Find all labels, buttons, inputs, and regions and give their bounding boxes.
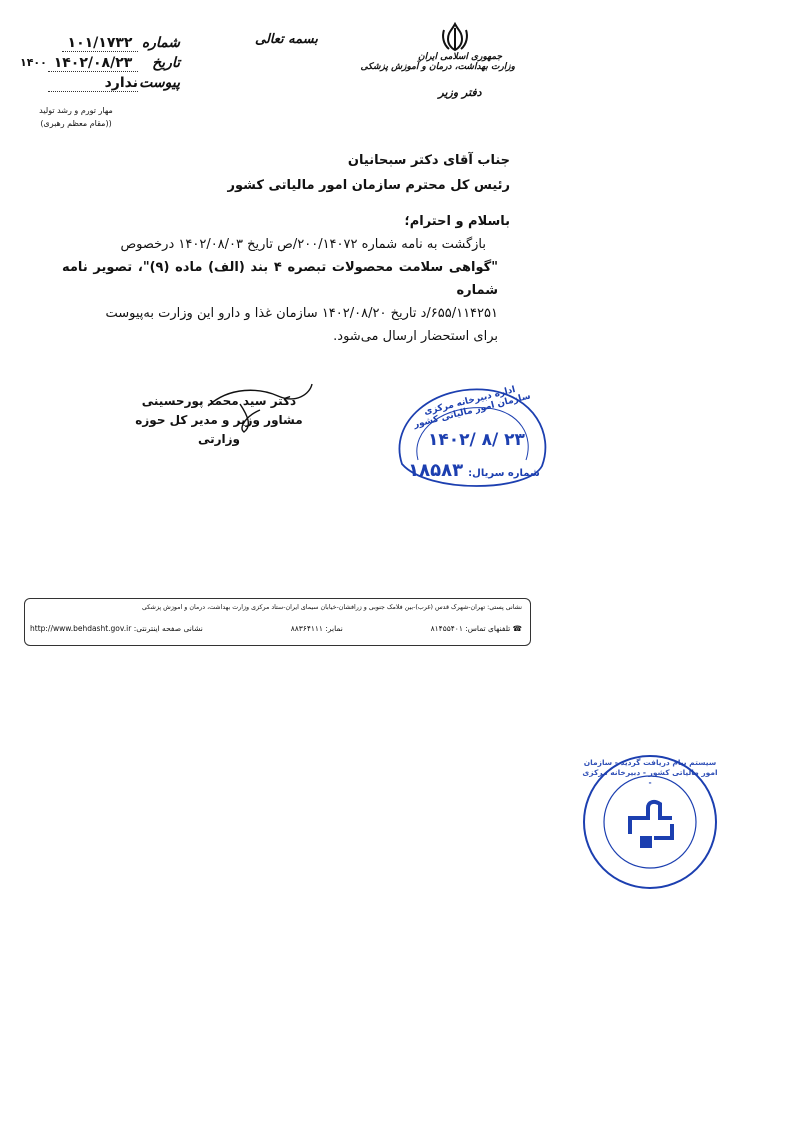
org-line1: جمهوری اسلامی ایران	[417, 52, 503, 62]
slogan	[30, 104, 122, 130]
footer-web-label: نشانی صفحه اینترنتی:	[133, 624, 203, 633]
stamp1-serial-label: شماره سریال:	[468, 468, 540, 479]
org-block	[360, 52, 515, 99]
org-line2: وزارت بهداشت، درمان و آموزش پزشکی	[360, 62, 515, 72]
tax-logo-icon	[630, 802, 672, 846]
stamp2-ring-text: سیستم پیام دریافت گردید - سازمان امور مالیاتی کشور - دبیرخانه مرکزی -	[582, 758, 718, 787]
footer-contact-row	[30, 624, 522, 633]
slogan-line1: مهار تورم و رشد تولید	[39, 106, 113, 115]
stamp1-serial-row	[408, 460, 540, 481]
receipt-stamp	[388, 382, 548, 494]
footer-box	[24, 598, 531, 646]
signer-title: مشاور وزیر و مدیر کل حوزه وزارتی	[135, 413, 303, 446]
body-line2: "گواهی سلامت محصولات تبصره ۴ بند (الف) ماده (۹)"، تصویر نامه شماره	[62, 260, 498, 298]
recipient-name: جناب آقای دکتر سبحانیان	[347, 153, 510, 168]
footer-fax-label: نمابر:	[325, 624, 343, 633]
iran-emblem-icon	[440, 22, 470, 52]
letter-number: ۱۰۱/۱۷۳۲	[67, 35, 133, 51]
footer-fax: ۸۸۳۶۴۱۱۱	[290, 624, 323, 633]
footer-phone-label: تلفنهای تماس:	[465, 624, 511, 633]
recipient-title: رئیس کل محترم سازمان امور مالیاتی کشور	[227, 178, 510, 193]
footer-web-group	[30, 624, 203, 633]
attachment-label: پیوست	[139, 75, 180, 91]
footer-phone: ۸۱۴۵۵۴۰۱	[430, 624, 463, 633]
year-mark: ۱۴۰۰	[20, 56, 47, 69]
body-line1: بازگشت به نامه شماره ۲۰۰/۱۴۰۷۲/ص تاریخ ۱۴۰۲/۰۸/۰۳ درخصوص	[120, 237, 486, 252]
handwritten-signature	[200, 376, 320, 436]
stamp1-date: ۱۴۰۲/ ۸/ ۲۳	[428, 430, 525, 450]
attachment-value: ندارد	[104, 75, 138, 91]
phone-icon: ☎	[512, 624, 522, 633]
letter-meta	[30, 28, 180, 98]
basmala: بسمه تعالی	[255, 32, 318, 47]
date-label: تاریخ	[152, 55, 180, 71]
body-line4: برای استحضار ارسال می‌شود.	[333, 329, 498, 344]
footer-address: نشانی پستی: تهران-شهرک قدس (غرب)-بین فلامک جنوبی و زرافشان-خیابان سیمای ایران-ستاد مرکزی وزارت بهداشت، درمان و آموزش پزشکی	[141, 604, 522, 611]
stamp1-ring-text: اداره دبیرخانه مرکزی سازمان امور مالیاتی کشور	[412, 384, 532, 431]
stamp1-serial: ۱۸۵۸۳	[408, 460, 464, 481]
signer-name: دکتر سید محمد پورحسینی	[141, 394, 297, 408]
greeting: باسلام و احترام؛	[404, 214, 510, 229]
footer-phone-group	[431, 624, 522, 633]
footer-fax-group	[291, 624, 343, 633]
slogan-line2: ((مقام معظم رهبری)	[40, 119, 112, 128]
letter-body	[62, 233, 498, 348]
number-label: شماره	[141, 35, 180, 51]
org-line3: دفتر وزیر	[438, 86, 482, 99]
body-line3: ۶۵۵/۱۱۴۲۵۱/د تاریخ ۱۴۰۲/۰۸/۲۰ سازمان غذا و دارو این وزارت به‌پیوست	[105, 306, 498, 321]
recipient	[228, 148, 510, 198]
footer-web: http://www.behdasht.gov.ir	[30, 624, 132, 633]
message-received-stamp	[580, 752, 720, 892]
letter-date: ۱۴۰۲/۰۸/۲۳	[53, 55, 133, 71]
